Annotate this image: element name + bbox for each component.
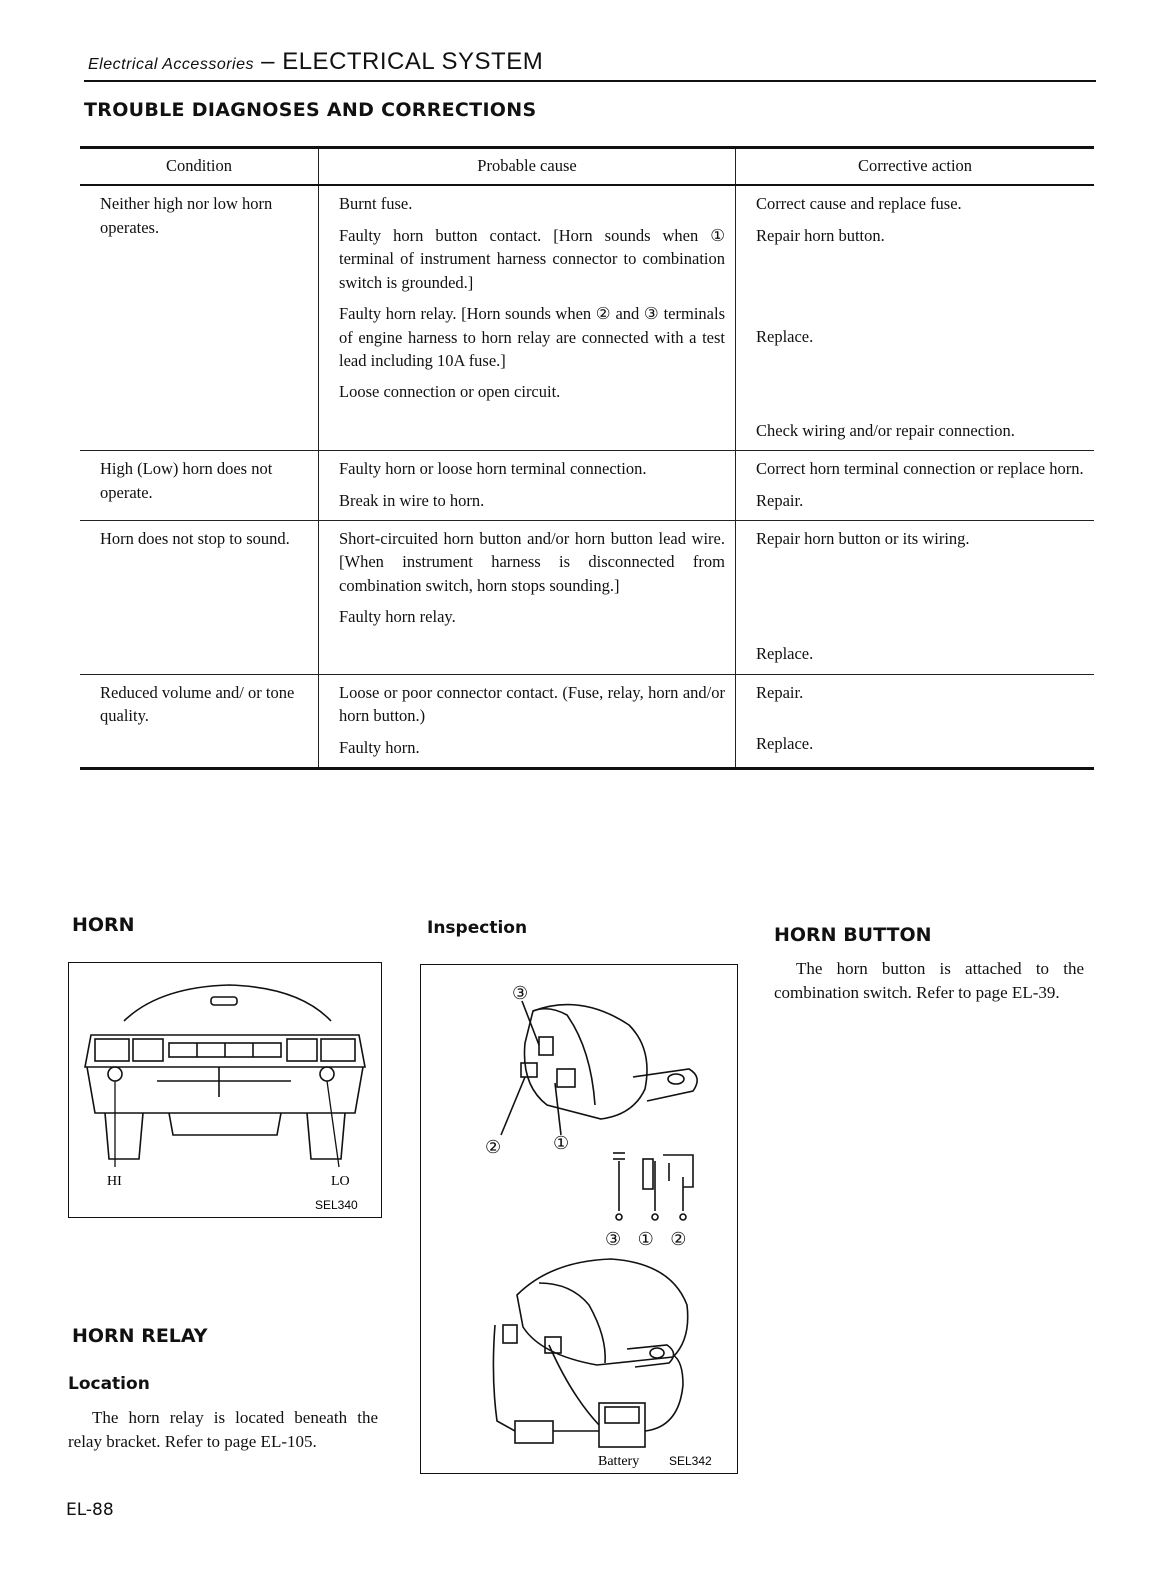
condition-cell: Reduced volume and/ or tone quality. bbox=[80, 674, 319, 768]
action-cell bbox=[736, 185, 1095, 450]
table-row bbox=[80, 451, 1094, 521]
cause-item: Loose connection or open circuit. bbox=[339, 382, 561, 402]
horn-heading: HORN bbox=[72, 914, 135, 936]
cause-item: Burnt fuse. bbox=[339, 194, 413, 214]
cause-item: Faulty horn. bbox=[339, 737, 420, 757]
cause-item: Loose or poor connector contact. (Fuse, relay, horn and/or horn button.) bbox=[339, 682, 725, 726]
table-row bbox=[80, 520, 1094, 674]
cause-item: Faulty horn relay. bbox=[339, 607, 456, 627]
action-item: Repair. bbox=[756, 682, 804, 702]
action-item: Replace. bbox=[756, 734, 814, 754]
running-head bbox=[88, 48, 543, 76]
column-header-cause: Probable cause bbox=[319, 148, 736, 186]
section-name: Electrical Accessories bbox=[88, 56, 255, 73]
column-header-action: Corrective action bbox=[736, 148, 1095, 186]
action-item: Repair horn button or its wiring. bbox=[756, 528, 970, 548]
page-title: TROUBLE DIAGNOSES AND CORRECTIONS bbox=[84, 99, 537, 121]
cause-cell bbox=[319, 674, 736, 768]
cause-item: Faulty horn or loose horn terminal connection. bbox=[339, 459, 647, 479]
relay-inspection-figure bbox=[420, 964, 738, 1474]
action-cell bbox=[736, 674, 1095, 768]
horn-location-figure bbox=[68, 962, 382, 1218]
cause-cell bbox=[319, 451, 736, 521]
cause-cell bbox=[319, 520, 736, 674]
action-item: Repair. bbox=[756, 490, 804, 510]
terminal-1-label: ① bbox=[553, 1133, 570, 1153]
car-front-illustration bbox=[69, 963, 381, 1217]
location-subheading: Location bbox=[68, 1374, 150, 1394]
figure-code: SEL342 bbox=[669, 1454, 712, 1468]
battery-label: Battery bbox=[598, 1454, 640, 1469]
horn-relay-heading: HORN RELAY bbox=[72, 1325, 208, 1347]
action-item: Repair horn button. bbox=[756, 225, 885, 245]
relay-illustration bbox=[421, 965, 737, 1473]
action-item: Replace. bbox=[756, 327, 814, 347]
action-item: Check wiring and/or repair connection. bbox=[756, 420, 1015, 440]
cause-item: Faulty horn relay. [Horn sounds when ② and ③ terminals of engine harness to horn relay are connected with a test lead including 10A fuse.] bbox=[339, 304, 725, 370]
horn-button-heading: HORN BUTTON bbox=[774, 924, 932, 946]
terminal-3-label: ③ bbox=[512, 983, 529, 1003]
header-rule bbox=[84, 80, 1096, 82]
figure-code: SEL340 bbox=[315, 1198, 358, 1212]
column-header-condition: Condition bbox=[80, 148, 319, 186]
table-row bbox=[80, 674, 1094, 768]
action-cell bbox=[736, 520, 1095, 674]
cause-item: Break in wire to horn. bbox=[339, 490, 485, 510]
cause-item: Faulty horn button contact. [Horn sounds when ① terminal of instrument harness connector to combination switch is grounded.] bbox=[339, 225, 725, 292]
table-row bbox=[80, 185, 1094, 450]
condition-cell: High (Low) horn does not operate. bbox=[80, 451, 319, 521]
table-header-row bbox=[80, 148, 1094, 186]
condition-cell: Neither high nor low horn operates. bbox=[80, 185, 319, 450]
cause-cell bbox=[319, 185, 736, 450]
inspection-heading: Inspection bbox=[427, 918, 528, 938]
horn-button-text: The horn button is attached to the combination switch. Refer to page EL-39. bbox=[774, 959, 1084, 1002]
action-item: Replace. bbox=[756, 644, 814, 664]
head-separator: – bbox=[254, 48, 283, 75]
location-text: The horn relay is located beneath the relay bracket. Refer to page EL-105. bbox=[68, 1408, 378, 1451]
page-number: EL-88 bbox=[66, 1500, 114, 1520]
terminal-row-label: ③ ① ② bbox=[605, 1229, 693, 1249]
action-item: Correct horn terminal connection or replace horn. bbox=[756, 459, 1084, 479]
lo-label: LO bbox=[331, 1174, 350, 1189]
condition-cell: Horn does not stop to sound. bbox=[80, 520, 319, 674]
action-cell bbox=[736, 451, 1095, 521]
cause-item: Short-circuited horn button and/or horn button lead wire. [When instrument harness is disconnected from combination switch, horn stops sounding.] bbox=[339, 528, 725, 595]
terminal-2-label: ② bbox=[485, 1137, 502, 1157]
chapter-title: ELECTRICAL SYSTEM bbox=[282, 48, 544, 75]
action-item: Correct cause and replace fuse. bbox=[756, 194, 962, 214]
diagnosis-table bbox=[80, 146, 1094, 770]
hi-label: HI bbox=[107, 1174, 122, 1189]
